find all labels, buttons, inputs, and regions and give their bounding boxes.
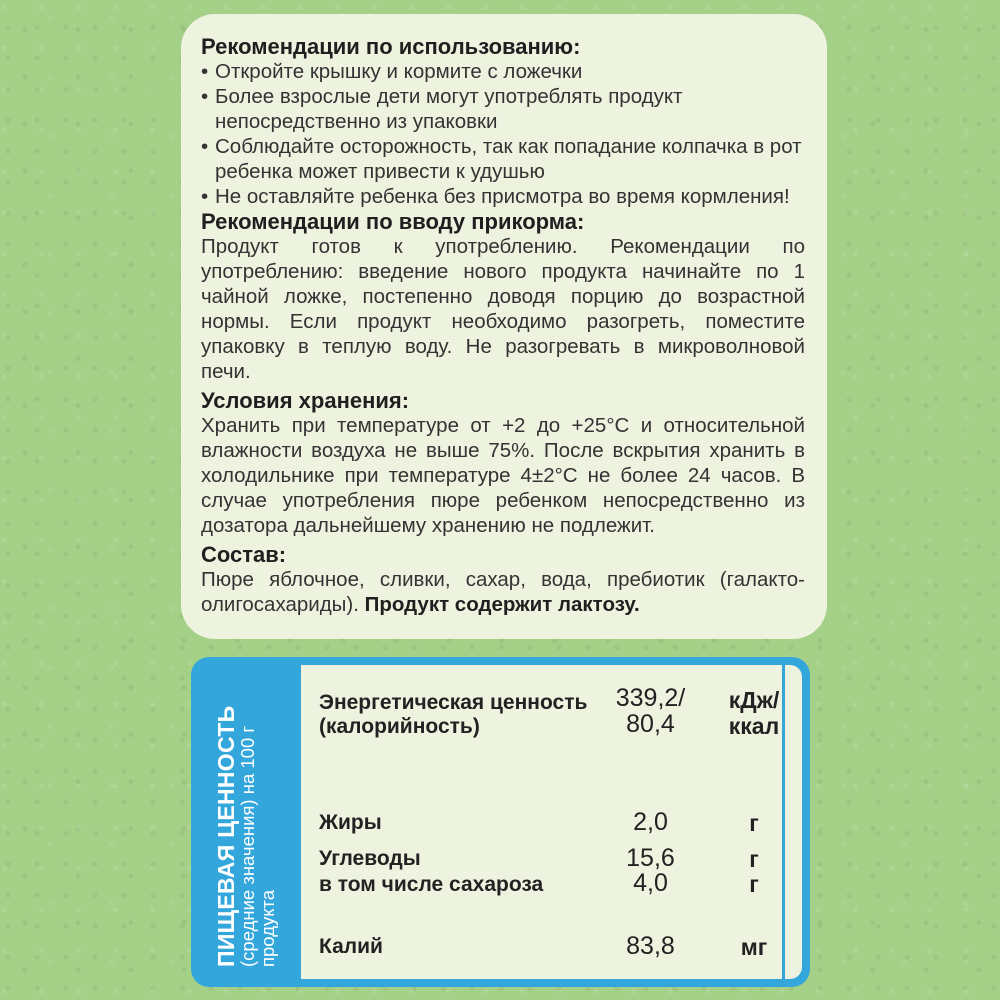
energy-value-kcal: 80,4 — [626, 710, 675, 738]
usage-item: • Откройте крышку и кормите с ложечки — [201, 59, 805, 84]
composition-text — [201, 567, 805, 617]
energy-name: Энергетическая ценность (калорийность) — [319, 691, 588, 738]
lactose-note: Продукт содержит лактозу. — [364, 593, 640, 616]
fat-name: Жиры — [319, 811, 382, 834]
fat-unit: г — [749, 810, 759, 836]
carbs-name: Углеводы — [319, 847, 421, 870]
potassium-value: 83,8 — [626, 932, 675, 960]
instructions-card — [181, 14, 827, 639]
energy-value-kj: 339,2/ — [615, 684, 686, 712]
potassium-name: Калий — [319, 935, 383, 958]
nutrition-subtitle: (средние значения) на 100 г продукта — [237, 725, 278, 967]
composition-ingredients: Пюре яблочное, сливки, сахар, вода, пребиотик (галакто-олигосахариды). — [201, 568, 805, 616]
carbs-unit: г — [749, 846, 759, 872]
complementary-heading: Рекомендации по вводу прикорма: — [201, 209, 585, 234]
sucrose-unit: г — [749, 871, 759, 897]
carbs-value: 15,6 — [626, 844, 675, 872]
storage-text: Хранить при температуре от +2 до +25°С и относительной влажности воздуха не выше 75%. После вскрытия хранить в холодильнике при температуре 4±2°С не более 24 часов. В случае употребления пюре ребенком непосредственно из дозатора дальнейшему хранению не подлежит. — [201, 414, 805, 537]
nutrition-title: ПИЩЕВАЯ ЦЕННОСТЬ — [213, 705, 239, 967]
sucrose-value: 4,0 — [633, 869, 668, 897]
usage-item: • Соблюдайте осторожность, так как попадание колпачка в рот ребенка может привести к удушью — [201, 134, 805, 184]
storage-heading: Условия хранения: — [201, 388, 410, 413]
composition-heading: Состав: — [201, 542, 287, 567]
energy-unit-kcal: ккал — [728, 713, 780, 739]
sucrose-name: в том числе сахароза — [319, 873, 544, 896]
usage-item: • Более взрослые дети могут употреблять продукт непосредственно из упаковки — [201, 84, 805, 134]
usage-list — [201, 59, 805, 209]
fat-value: 2,0 — [633, 808, 668, 836]
nutrition-values-layer — [301, 665, 802, 979]
nutrition-side-label — [191, 657, 301, 987]
energy-unit-kj: кДж/ — [728, 687, 780, 713]
potassium-unit: мг — [740, 934, 768, 960]
usage-item: • Не оставляйте ребенка без присмотра во время кормления! — [201, 184, 805, 209]
complementary-text: Продукт готов к употреблению. Рекомендации по употреблению: введение нового продукта начинайте по 1 чайной ложке, постепенно доводя порцию до возрастной нормы. Если продукт необходимо разогреть, поместите упаковку в теплую воду. Не разогревать в микроволновой печи. — [201, 235, 805, 383]
usage-heading: Рекомендации по использованию: — [201, 34, 581, 59]
